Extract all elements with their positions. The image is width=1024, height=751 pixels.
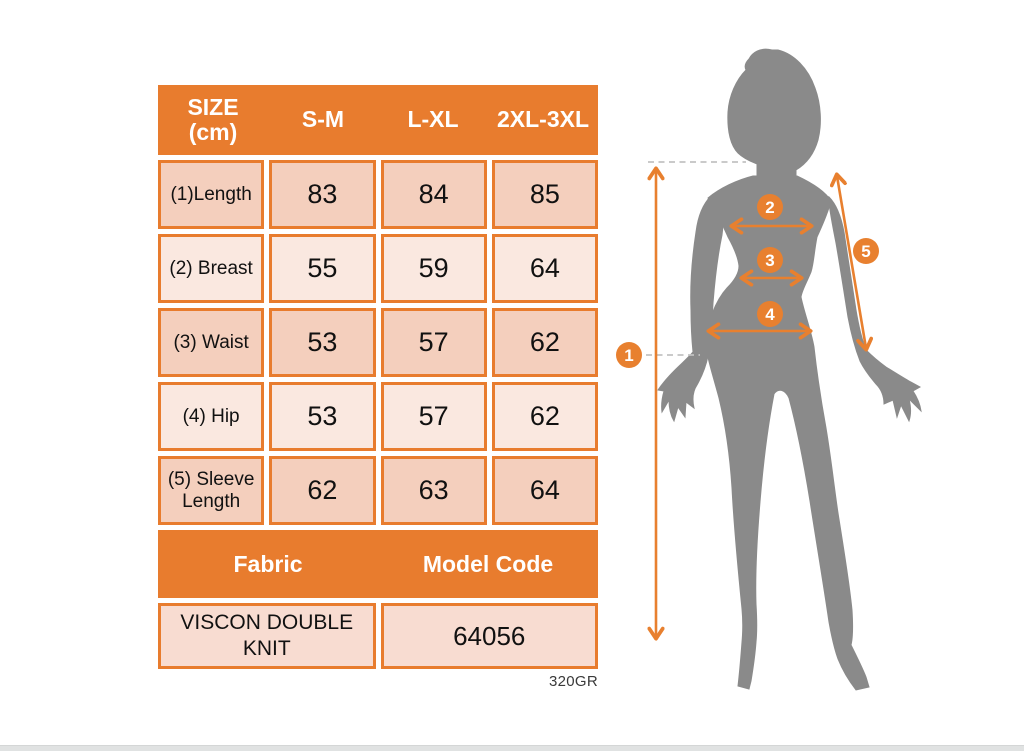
size-value: 59 (381, 234, 487, 303)
size-value: 85 (492, 160, 598, 229)
info-table-value-row (158, 603, 598, 669)
size-value: 62 (492, 308, 598, 377)
size-value: 57 (381, 382, 487, 451)
measure-badge-2 (757, 194, 783, 220)
body-measurement-figure (600, 0, 1024, 751)
info-table-header-row (158, 530, 598, 598)
table-row-sleeve-length (158, 456, 598, 525)
size-value: 62 (492, 382, 598, 451)
svg-text:4: 4 (765, 304, 775, 324)
size-value: 55 (269, 234, 375, 303)
measure-badge-3 (757, 247, 783, 273)
size-value: 62 (269, 456, 375, 525)
column-header-sm: S-M (301, 106, 345, 133)
bottom-divider-bar (0, 745, 1024, 751)
svg-text:5: 5 (861, 241, 871, 261)
size-value: 64 (492, 234, 598, 303)
woman-silhouette (658, 49, 921, 690)
size-value: 53 (269, 382, 375, 451)
size-value: 83 (269, 160, 375, 229)
column-header-size: SIZE (cm) (187, 93, 239, 145)
measure-badge-1 (616, 342, 642, 368)
size-value: 63 (381, 456, 487, 525)
svg-text:2: 2 (765, 197, 775, 217)
size-value: 84 (381, 160, 487, 229)
table-row-breast (158, 234, 598, 303)
measure-badge-5 (853, 238, 879, 264)
size-value: 53 (269, 308, 375, 377)
size-value: 64 (492, 456, 598, 525)
column-header-lxl: L-XL (407, 106, 459, 133)
row-label: (2) Breast (158, 234, 264, 303)
row-label: (4) Hip (158, 382, 264, 451)
size-table (158, 85, 598, 669)
row-label: (3) Waist (158, 308, 264, 377)
svg-text:1: 1 (624, 345, 634, 365)
column-header-2xl3xl: 2XL-3XL (496, 106, 590, 133)
column-header-fabric: Fabric (233, 550, 303, 577)
measure-badge-4 (757, 301, 783, 327)
fabric-value: VISCON DOUBLE KNIT (158, 603, 376, 669)
svg-text:3: 3 (765, 250, 775, 270)
table-row-hip (158, 382, 598, 451)
size-value: 57 (381, 308, 487, 377)
column-header-model-code: Model Code (422, 550, 554, 577)
table-row-length (158, 160, 598, 229)
table-row-waist (158, 308, 598, 377)
size-table-header-row (158, 85, 598, 155)
fabric-weight-note: 320GR (548, 673, 598, 690)
model-code-value: 64056 (381, 603, 599, 669)
row-label: (5) Sleeve Length (158, 456, 264, 525)
row-label: (1)Length (158, 160, 264, 229)
